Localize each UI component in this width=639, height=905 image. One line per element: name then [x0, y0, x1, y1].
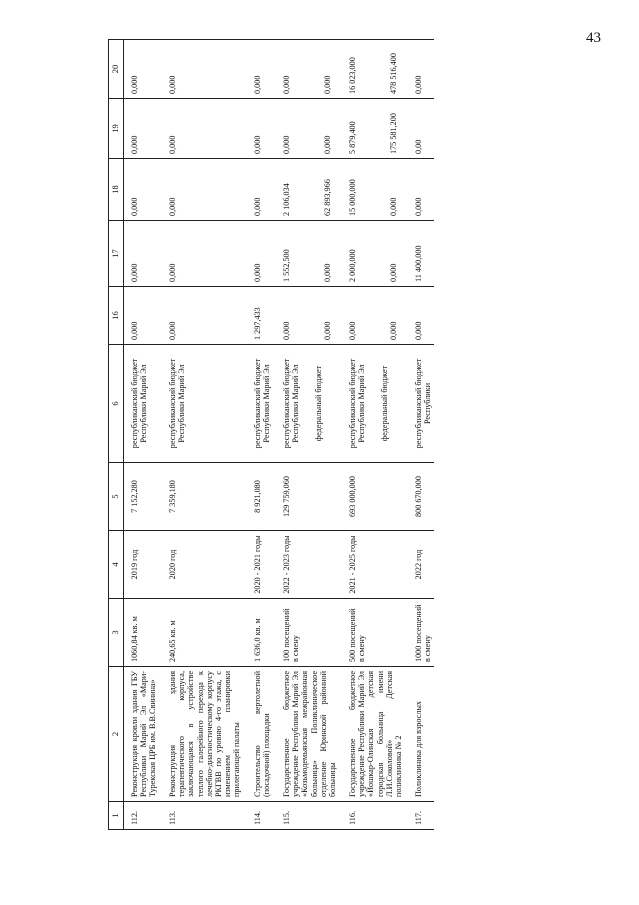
value-c17	[272, 221, 338, 287]
value-c18: 0,000	[158, 159, 243, 221]
value-regional: 5 879,400	[348, 121, 358, 154]
value-c16	[338, 287, 404, 345]
capacity: 500 посещений в смену	[338, 599, 404, 667]
funding-source-regional: республиканский бюджет Республики Марий Эл	[348, 358, 367, 449]
total-cost: 7 359,180	[158, 463, 243, 531]
col-header: 18	[109, 159, 124, 221]
value-c20: 0,000	[123, 40, 158, 99]
table-row	[404, 40, 433, 830]
col-header: 19	[109, 99, 124, 159]
value-c19: 0,000	[158, 99, 243, 159]
col-header: 16	[109, 287, 124, 345]
value-federal: 0,000	[323, 135, 333, 154]
col-header: 4	[109, 531, 124, 599]
value-c19: 0,000	[243, 99, 272, 159]
row-number: 113.	[158, 802, 243, 830]
col-header: 20	[109, 40, 124, 99]
period: 2021 - 2025 годы	[338, 531, 404, 599]
row-number: 116.	[338, 802, 404, 830]
value-federal: 0,000	[389, 263, 399, 282]
object-name: Строительство вертолетной (посадочной) площадки	[243, 667, 272, 802]
value-c17: 0,000	[123, 221, 158, 287]
value-c19: 0,00	[404, 99, 433, 159]
capacity: 1 636,0 кв. м	[243, 599, 272, 667]
row-number: 117.	[404, 802, 433, 830]
funding-source-federal: федеральный бюджет	[380, 365, 390, 442]
page-number: 43	[586, 30, 601, 46]
col-header: 6	[109, 345, 124, 463]
object-name: Государственное бюджетное учреждение Республики Марий Эл «Йошкар-Олинская детская городская больница имени Л.И.Соколовой» Детская поликлиника № 2	[338, 667, 404, 802]
capacity: 100 посещений в смену	[272, 599, 338, 667]
value-c16: 0,000	[158, 287, 243, 345]
period: 2019 год	[123, 531, 158, 599]
table-row	[272, 40, 338, 830]
period: 2022 - 2023 годы	[272, 531, 338, 599]
value-c16	[272, 287, 338, 345]
value-regional: 0,000	[281, 75, 291, 94]
table-row	[338, 40, 404, 830]
table-row	[123, 40, 158, 830]
table-row	[243, 40, 272, 830]
value-c18	[272, 159, 338, 221]
value-regional: 16 023,000	[348, 57, 358, 94]
object-name: Реконструкция здания терапевтического корпуса, заключающаяся в устройстве теплого галерейного перехода к лечебно-диагностическому корпусу РКГВВ по уровню 4-го этажа, с изменением планировки прилегающей палаты	[158, 667, 243, 802]
table-row	[158, 40, 243, 830]
table-header	[109, 40, 124, 830]
total-cost: 693 000,000	[338, 463, 404, 531]
funding-source: республиканский бюджет Республики Марий Эл	[243, 345, 272, 463]
value-c17: 11 400,000	[404, 221, 433, 287]
value-federal: 0,000	[389, 321, 399, 340]
col-header: 5	[109, 463, 124, 531]
value-federal: 175 581,200	[389, 113, 399, 154]
value-c20: 0,000	[158, 40, 243, 99]
value-regional: 0,000	[348, 321, 358, 340]
value-c17: 0,000	[158, 221, 243, 287]
total-cost: 8 921,080	[243, 463, 272, 531]
capacity: 1060,84 кв. м	[123, 599, 158, 667]
value-federal: 0,000	[389, 197, 399, 216]
value-c18: 0,000	[404, 159, 433, 221]
table-body	[123, 40, 434, 830]
row-number: 112.	[123, 802, 158, 830]
value-federal: 0,000	[323, 321, 333, 340]
value-federal: 0,000	[323, 263, 333, 282]
capacity: 1000 посещений в смену	[404, 599, 433, 667]
value-c20: 0,000	[404, 40, 433, 99]
value-c20: 0,000	[243, 40, 272, 99]
value-c20	[338, 40, 404, 99]
value-regional: 0,000	[281, 135, 291, 154]
object-name: Реконструкция кровли здания ГБУ Республики Марий Эл «Мари-Турекская ЦРБ им. В.В.Свинина»	[123, 667, 158, 802]
value-c20	[272, 40, 338, 99]
rotated-table-wrapper	[108, 40, 613, 830]
value-regional: 0,000	[281, 321, 291, 340]
funding-source-regional: республиканский бюджет Республики Марий Эл	[281, 358, 301, 449]
funding-source: республиканский бюджет Республики	[404, 345, 433, 463]
row-number: 115.	[272, 802, 338, 830]
col-header: 3	[109, 599, 124, 667]
funding-source-federal: федеральный бюджет	[314, 365, 324, 442]
value-c16: 0,000	[123, 287, 158, 345]
col-header: 17	[109, 221, 124, 287]
funding-source	[272, 345, 338, 463]
period: 2022 год	[404, 531, 433, 599]
value-federal: 62 893,966	[323, 179, 333, 216]
value-regional: 1 552,500	[281, 249, 291, 282]
col-header: 2	[109, 667, 124, 802]
funding-source: республиканский бюджет Республики Марий Эл	[158, 345, 243, 463]
total-cost: 7 152,280	[123, 463, 158, 531]
value-c19	[272, 99, 338, 159]
funding-source: республиканский бюджет Республики Марий Эл	[123, 345, 158, 463]
value-federal: 478 516,400	[389, 53, 399, 94]
object-name: Государственное бюджетное учреждение Республики Марий Эл «Козьмодемьянская межрайонная больница» Поликлиническое отделение Юринской районной больницы	[272, 667, 338, 802]
value-c18: 0,000	[243, 159, 272, 221]
capacity: 240,65 кв. м	[158, 599, 243, 667]
value-c17: 0,000	[243, 221, 272, 287]
value-c18	[338, 159, 404, 221]
investment-table	[108, 39, 434, 830]
total-cost: 800 670,000	[404, 463, 433, 531]
value-c16: 0,000	[404, 287, 433, 345]
value-c18: 0,000	[123, 159, 158, 221]
value-regional: 15 000,000	[348, 179, 358, 216]
col-header: 1	[109, 802, 124, 830]
row-number: 114.	[243, 802, 272, 830]
value-c17	[338, 221, 404, 287]
value-regional: 2 106,034	[281, 183, 291, 216]
value-c16: 1 297,433	[243, 287, 272, 345]
value-c19	[338, 99, 404, 159]
total-cost: 129 759,060	[272, 463, 338, 531]
object-name: Поликлиника для взрослых	[404, 667, 433, 802]
funding-source	[338, 345, 404, 463]
period: 2020 - 2021 годы	[243, 531, 272, 599]
value-regional: 2 000,000	[348, 249, 358, 282]
value-federal: 0,000	[323, 75, 333, 94]
period: 2020 год	[158, 531, 243, 599]
value-c19: 0,000	[123, 99, 158, 159]
